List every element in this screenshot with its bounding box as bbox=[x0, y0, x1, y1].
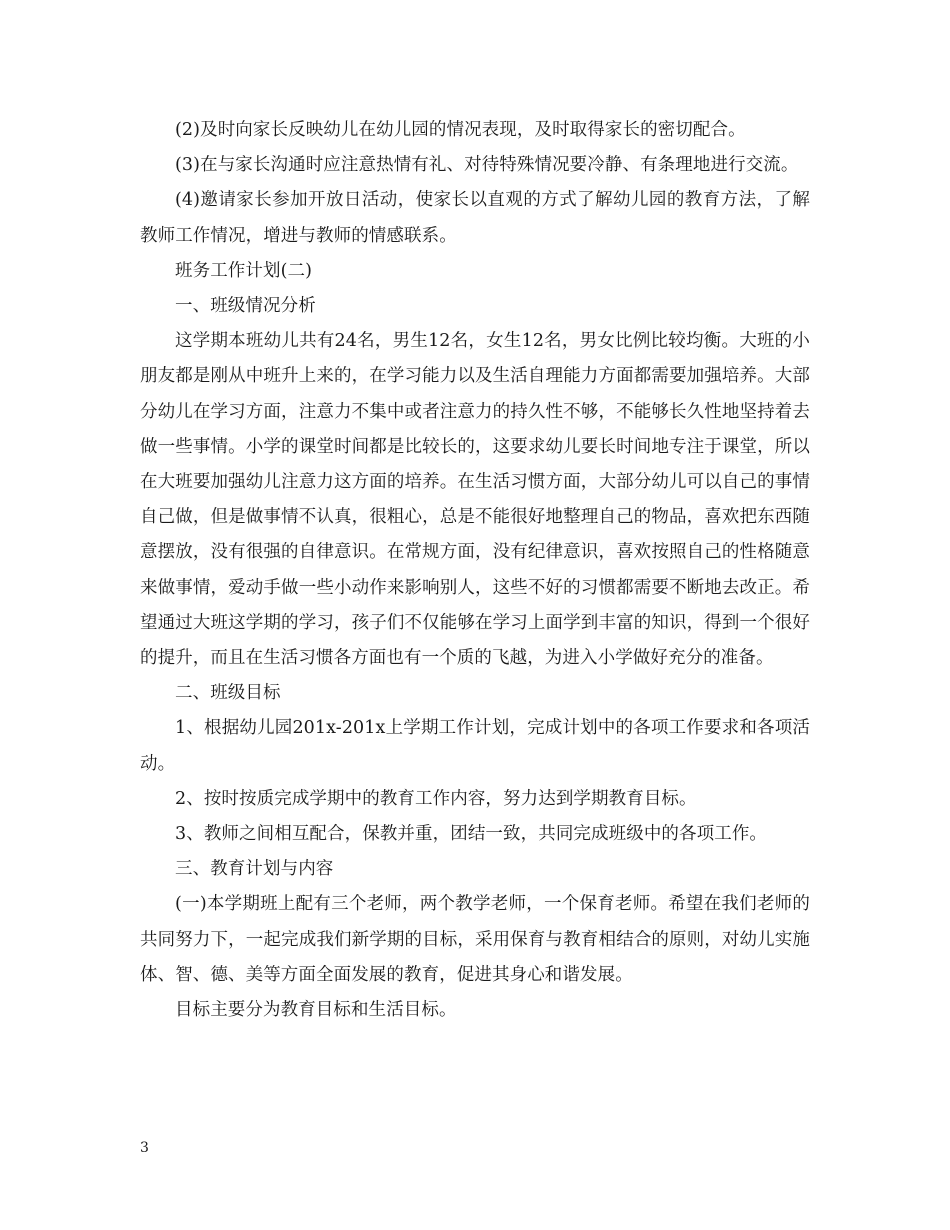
paragraph-item-3: (3)在与家长沟通时应注意热情有礼、对待特殊情况要冷静、有条理地进行交流。 bbox=[175, 155, 799, 176]
paragraph-class-analysis: 这学期本班幼儿共有24名，男生12名，女生12名，男女比例比较均衡。大班的小朋友都是刚从中班升上来的，在学习能力以及生活自理能力方面都需要加强培养。大部分幼儿在学习方面，注意力不集中或者注意力的持久性不够，不能够长久性地坚持着去做一些事情。小学的课堂时间都是比较长的，这要求幼儿要长时间地专注于课堂，所以在大班要加强幼儿注意力这方面的培养。在生活习惯方面，大部分幼儿可以自己的事情自己做，但是做事情不认真，很粗心，总是不能很好地整理自己的物品，喜欢把东西随意摆放，没有很强的自律意识。在常规方面，没有纪律意识，喜欢按照自己的性格随意来做事情，爱动手做一些小动作来影响别人，这些不好的习惯都需要不断地去改正。希望通过大班这学期的学习，孩子们不仅能够在学习上面学到丰富的知识，得到一个很好的提升，而且在生活习惯各方面也有一个质的飞越，为进入小学做好充分的准备。 bbox=[140, 331, 810, 669]
goal-item-2: 2、按时按质完成学期中的教育工作内容，努力达到学期教育目标。 bbox=[175, 788, 697, 809]
section-title: 班务工作计划(二) bbox=[175, 260, 313, 281]
paragraph-education-plan: (一)本学期班上配有三个老师，两个教学老师，一个保育老师。希望在我们老师的共同努力下，一起完成我们新学期的目标，采用保育与教育相结合的原则，对幼儿实施体、智、德、美等方面全面发展的教育，促进其身心和谐发展。 bbox=[140, 894, 810, 985]
page-number: 3 bbox=[140, 1140, 149, 1156]
paragraph-item-4: (4)邀请家长参加开放日活动，使家长以直观的方式了解幼儿园的教育方法，了解教师工作情况，增进与教师的情感联系。 bbox=[140, 190, 810, 246]
heading-class-analysis: 一、班级情况分析 bbox=[175, 296, 316, 317]
paragraph-goals-summary: 目标主要分为教育目标和生活目标。 bbox=[175, 1000, 457, 1021]
goal-item-3: 3、教师之间相互配合，保教并重，团结一致，共同完成班级中的各项工作。 bbox=[175, 824, 768, 845]
paragraph-item-2: (2)及时向家长反映幼儿在幼儿园的情况表现，及时取得家长的密切配合。 bbox=[175, 120, 746, 140]
document-body bbox=[140, 113, 810, 1028]
goal-item-1: 1、根据幼儿园201x-201x上学期工作计划，完成计划中的各项工作要求和各项活动。 bbox=[140, 718, 810, 774]
heading-education-plan: 三、教育计划与内容 bbox=[175, 859, 334, 880]
heading-class-goals: 二、班级目标 bbox=[175, 683, 281, 704]
